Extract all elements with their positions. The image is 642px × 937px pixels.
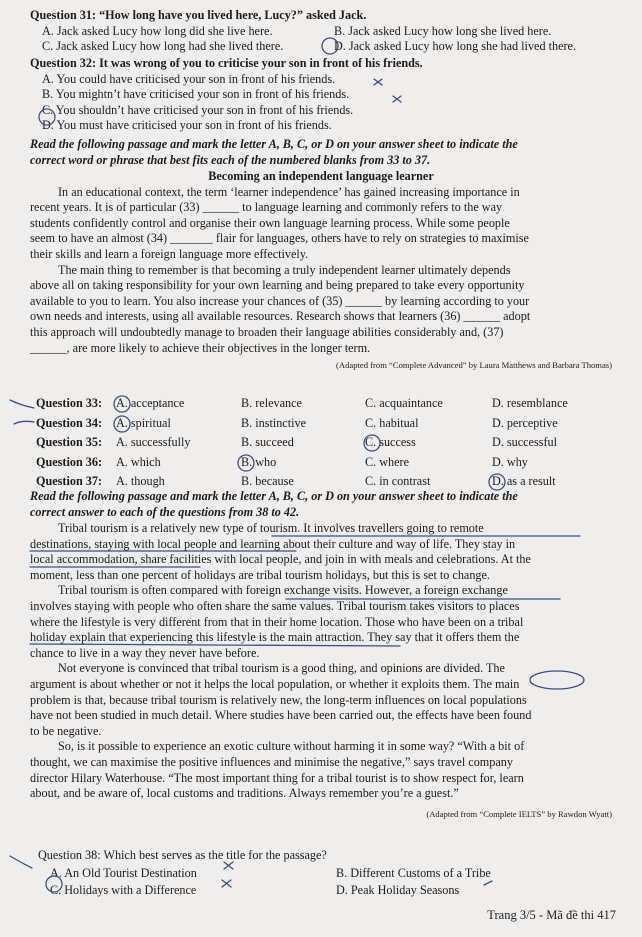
passage-1 [30,169,612,371]
passage-line: local accommodation, share facilities with local people, and join in with meals and celebrations. At the [30,552,531,567]
passage-line: where the lifestyle is very different from that in their home location. Those who have been on a tribal [30,614,524,629]
mcq-option-d[interactable]: D. perceptive [492,415,558,430]
passage-2-source: (Adapted from “Complete IELTS” by Rawdon Wyatt) [426,808,612,819]
passage-line: this approach will undoubtedly manage to broaden their language abilities considerably and, (37) [30,324,504,339]
passage-line: to be negative. [30,723,102,738]
q32-option-d[interactable]: D. You must have criticised your son in front of his friends. [42,118,332,133]
q38-stem-text: Question 38: Which best serves as the title for the passage? [38,848,327,862]
question-31 [30,8,612,55]
passage-line: about, and be aware of, local customs and traditions. Always remember you’re a guest.” [30,786,459,801]
mcq-question-label: Question 35: [36,435,103,450]
mcq-option-d[interactable]: D. why [492,454,528,469]
mcq-question-label: Question 37: [36,474,103,489]
q31-option-d[interactable]: D. Jack asked Lucy how long she had lived there. [334,39,576,54]
q31-option-c[interactable]: C. Jack asked Lucy how long had she lived there. [42,39,284,54]
passage-line: Tribal tourism is often compared with foreign exchange visits. However, a foreign exchange [58,583,508,598]
passage-line: holiday explain that experiencing this lifestyle is the main attraction. They say that it offers them the [30,630,520,645]
mcq-row [30,416,612,432]
mcq-row [30,435,612,451]
passage-line: ______, are more likely to achieve their objectives in the longer term. [30,340,371,355]
passage-line: Tribal tourism is a relatively new type of tourism. It involves travellers going to remote [58,521,484,535]
q31-option-a[interactable]: A. Jack asked Lucy how long did she live here. [42,23,273,38]
passage-line: seem to have an almost (34) _______ flair for languages, others have to rely on strategies to maximise [30,231,529,246]
mcq-option-c[interactable]: C. habitual [365,415,419,430]
passage-1-source: (Adapted from “Complete Advanced” by Laura Matthews and Barbara Thomas) [336,360,612,371]
passage-line: The main thing to remember is that becoming a truly independent learner ultimately depends [58,262,511,277]
mcq-option-a[interactable]: A. acceptance [116,396,185,410]
q38-option-b[interactable]: B. Different Customs of a Tribe [336,865,491,880]
question-38 [30,848,612,899]
instruction-38-42 [30,489,612,520]
mcq-question-label: Question 33: [36,396,103,410]
passage-line: So, is it possible to experience an exotic culture without harming it in some way? “With a bit of [58,739,525,754]
mcq-option-d[interactable]: D. resemblance [492,396,568,410]
question-32 [30,56,612,134]
mcq-question-label: Question 34: [36,415,103,430]
passage-line: Not everyone is convinced that tribal tourism is a good thing, and opinions are divided. The [58,661,505,676]
instruction-line: correct answer to each of the questions from 38 to 42. [30,504,300,519]
mcq-option-b[interactable]: B. succeed [241,435,294,450]
passage-2 [30,521,612,820]
mcq-option-a[interactable]: A. though [116,474,165,489]
mcq-option-b[interactable]: B. because [241,474,294,489]
mcq-option-a[interactable]: A. which [116,454,161,469]
instruction-line: Read the following passage and mark the letter A, B, C, or D on your answer sheet to indicate the [30,489,518,503]
passage-line: students confidently control and organise their own language learning process. While some people [30,215,510,230]
instruction-line: Read the following passage and mark the letter A, B, C, or D on your answer sheet to indicate the [30,137,518,151]
mcq-question-label: Question 36: [36,454,103,469]
passage-line: moment, less than one percent of holidays are tribal tourism holidays, but this is set to change. [30,567,490,582]
q38-option-a[interactable]: A. An Old Tourist Destination [50,865,197,880]
passage-line: thought, we can maximise the positive influences and minimise the negative,” says travel company [30,754,513,769]
mcq-option-b[interactable]: B. instinctive [241,415,306,430]
passage-line: involves staying with people who often share the same values. Tribal tourism takes visitors to places [30,598,520,613]
passage-line: available to you to learn. You also increase your chances of (35) ______ by learning according to your [30,293,530,308]
mcq-option-c[interactable]: C. in contrast [365,474,431,489]
q32-stem: Question 32: It was wrong of you to criticise your son in front of his friends. [30,56,423,70]
q38-option-c[interactable]: C. Holidays with a Difference [50,883,197,898]
passage-line: In an educational context, the term ‘learner independence’ has gained increasing importance in [58,184,520,199]
mcq-option-a[interactable]: A. spiritual [116,415,171,430]
page-footer: Trang 3/5 - Mã đề thi 417 [487,908,616,922]
mcq-option-b[interactable]: B. relevance [241,396,302,410]
instruction-33-37 [30,137,612,168]
q32-option-c[interactable]: C. You shouldn’t have criticised your son in front of his friends. [42,102,354,117]
mcq-option-c[interactable]: C. success [365,435,416,450]
questions-33-37 [30,396,612,490]
q31-option-b[interactable]: B. Jack asked Lucy how long she lived here. [334,23,552,38]
mcq-option-d[interactable]: D. successful [492,435,557,450]
mcq-option-c[interactable]: C. where [365,454,409,469]
mcq-option-a[interactable]: A. successfully [116,435,191,450]
mcq-option-c[interactable]: C. acquaintance [365,396,443,410]
passage-line: above all on taking responsibility for your own learning and being prepared to take every opportunity [30,278,525,293]
q31-stem-text: Question 31: “How long have you lived here, Lucy?” asked Jack. [30,8,367,22]
passage-line: director Hilary Waterhouse. “The most important thing for a tribal tourist is to show respect for, learn [30,770,524,785]
slash-mark [10,856,32,868]
passage-line: destinations, staying with local people and learning about their culture and way of life. They stay in [30,536,516,551]
passage-line: have not been studied in much detail. Where studies have been carried out, the effects have been found [30,708,532,723]
q38-option-d[interactable]: D. Peak Holiday Seasons [336,883,460,898]
mcq-option-d[interactable]: D. as a result [492,474,556,489]
passage-line: their skills and learn a foreign language more effectively. [30,246,309,261]
passage-line: own needs and interests, using all available resources. Research shows that learners (36) ______ adopt [30,309,531,324]
mcq-row [30,396,612,412]
mcq-row [30,474,612,490]
q32-option-a[interactable]: A. You could have criticised your son in front of his friends. [42,71,336,86]
instruction-line: correct word or phrase that best fits each of the numbered blanks from 33 to 37. [30,152,431,167]
passage-1-title: Becoming an independent language learner [208,169,434,183]
passage-line: problem is that, because tribal tourism is relatively new, the long-term influences on local populations [30,692,527,707]
q38-stem [30,848,612,864]
passage-line: argument is about whether or not it helps the local population, or whether it exploits them. The main [30,676,520,691]
mcq-row [30,455,612,471]
passage-line: recent years. It is of particular (33) ______ to language learning and commonly refers to the way [30,200,503,215]
q32-option-b[interactable]: B. You mightn’t have criticised your son in front of his friends. [42,87,350,102]
mcq-option-b[interactable]: B. who [241,454,277,469]
q31-stem [30,8,612,24]
passage-line: chance to live in a way they never have before. [30,645,260,660]
